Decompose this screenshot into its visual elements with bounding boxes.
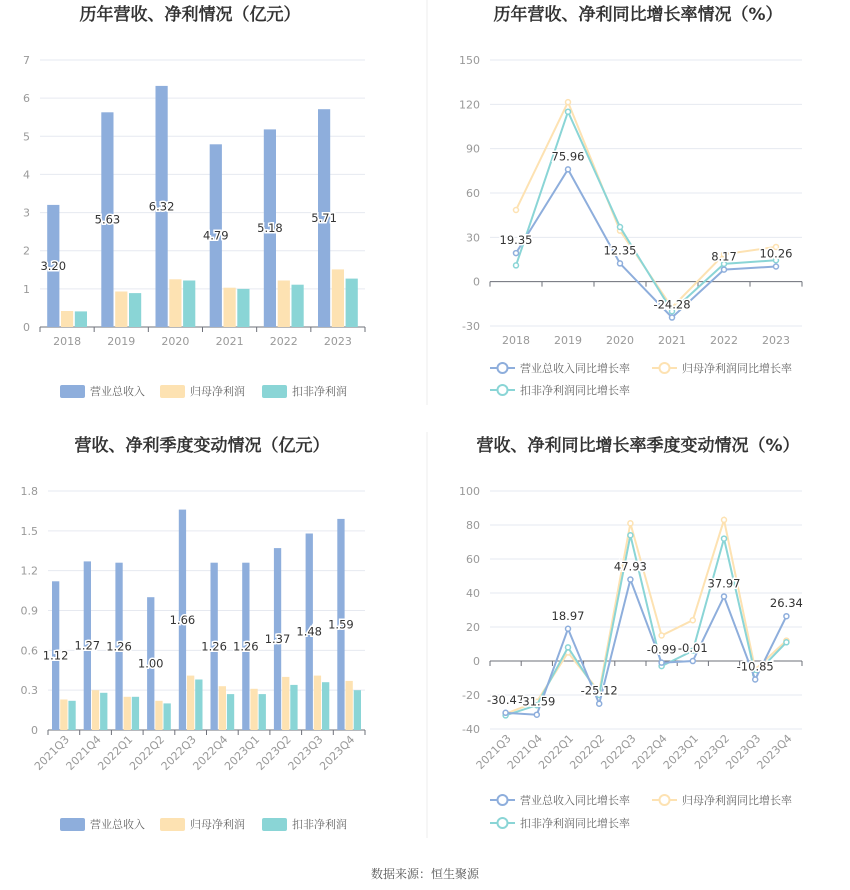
bar bbox=[187, 676, 194, 730]
data-point bbox=[659, 660, 664, 665]
y-tick-label: 60 bbox=[466, 187, 480, 200]
bar bbox=[314, 676, 321, 730]
x-tick-label: 2021Q4 bbox=[63, 732, 104, 773]
bar-value-label: 3.20 bbox=[40, 258, 67, 273]
x-tick-label: 2022Q1 bbox=[536, 731, 577, 772]
y-tick-label: 0 bbox=[473, 655, 480, 668]
legend-item bbox=[262, 817, 347, 831]
y-tick-label: -30 bbox=[462, 320, 480, 333]
legend-label: 扣非净利润 bbox=[292, 385, 347, 398]
legend-label: 归母净利润 bbox=[190, 818, 245, 831]
y-tick-label: 0.6 bbox=[20, 644, 38, 658]
bar bbox=[132, 697, 139, 730]
bar bbox=[115, 292, 127, 328]
data-point bbox=[722, 594, 727, 599]
bar-value-label: 1.27 bbox=[74, 638, 101, 653]
data-source-note: 数据来源：恒生聚源 bbox=[370, 867, 480, 881]
point-value-label: -25.12 bbox=[580, 683, 618, 698]
point-value-label: 8.17 bbox=[711, 249, 737, 264]
legend-swatch-marker bbox=[660, 363, 670, 373]
legend-swatch-marker bbox=[498, 795, 508, 805]
y-tick-label: 100 bbox=[459, 485, 480, 498]
x-tick-label: 2023Q1 bbox=[222, 732, 263, 773]
bar bbox=[278, 281, 290, 328]
bar bbox=[68, 701, 75, 730]
bar-value-label: 1.48 bbox=[296, 624, 323, 639]
series-line bbox=[516, 169, 776, 317]
x-tick-label: 2020 bbox=[161, 335, 190, 348]
point-value-label: 18.97 bbox=[551, 608, 585, 623]
legend-label: 营业总收入 bbox=[90, 818, 145, 831]
data-point bbox=[722, 517, 727, 522]
y-tick-label: 3 bbox=[23, 206, 30, 220]
data-point bbox=[566, 645, 571, 650]
legend-item bbox=[60, 384, 145, 398]
y-tick-label: 30 bbox=[466, 231, 480, 245]
x-tick-label: 2023Q3 bbox=[285, 732, 326, 773]
bar bbox=[195, 680, 202, 731]
bar-value-label: 5.71 bbox=[311, 211, 337, 226]
bar-value-label: 4.79 bbox=[202, 228, 229, 243]
data-point bbox=[566, 109, 571, 114]
legend-item bbox=[490, 361, 630, 375]
point-value-label: -0.01 bbox=[677, 641, 708, 656]
y-tick-label: 0.9 bbox=[20, 604, 38, 618]
x-tick-label: 2022Q2 bbox=[127, 732, 168, 773]
x-tick-label: 2022Q2 bbox=[567, 731, 608, 772]
data-point bbox=[628, 533, 633, 538]
data-point bbox=[514, 251, 519, 256]
chart-title: 历年营收、净利情况（亿元） bbox=[79, 5, 301, 25]
data-point bbox=[784, 640, 789, 645]
bar bbox=[292, 285, 304, 327]
point-value-label: 19.35 bbox=[499, 233, 533, 248]
x-tick-label: 2022 bbox=[710, 334, 738, 347]
y-tick-label: 90 bbox=[466, 142, 480, 156]
bar bbox=[100, 693, 107, 730]
data-point bbox=[753, 677, 758, 682]
x-tick-label: 2023Q4 bbox=[317, 732, 358, 773]
y-tick-label: 5 bbox=[23, 130, 30, 144]
legend-item bbox=[490, 383, 630, 397]
legend-item bbox=[490, 816, 630, 830]
bar bbox=[227, 694, 234, 730]
legend-label: 扣非净利润同比增长率 bbox=[520, 817, 630, 830]
data-point bbox=[566, 100, 571, 105]
data-point bbox=[514, 263, 519, 268]
data-point bbox=[690, 659, 695, 664]
y-tick-label: 7 bbox=[23, 54, 30, 67]
x-tick-label: 2023Q2 bbox=[253, 732, 294, 773]
data-point bbox=[774, 264, 779, 269]
x-tick-label: 2019 bbox=[554, 334, 582, 347]
data-point bbox=[670, 315, 675, 320]
bar-value-label: 1.12 bbox=[42, 648, 69, 663]
quarterly-revenue-profit-chart bbox=[21, 435, 366, 831]
y-tick-label: 150 bbox=[459, 54, 480, 67]
point-value-label: -0.99 bbox=[646, 642, 677, 657]
annual-revenue-profit-chart bbox=[23, 4, 365, 398]
y-tick-label: 1.5 bbox=[20, 524, 38, 538]
y-tick-label: 1 bbox=[23, 282, 30, 296]
x-tick-label: 2018 bbox=[502, 334, 530, 347]
y-tick-label: 20 bbox=[466, 621, 480, 634]
x-tick-label: 2023Q3 bbox=[723, 731, 764, 772]
legend-label: 营业总收入 bbox=[90, 385, 145, 398]
chart-title: 营收、净利季度变动情况（亿元） bbox=[74, 436, 330, 456]
bar bbox=[354, 690, 361, 730]
y-tick-label: 120 bbox=[459, 98, 480, 112]
data-point bbox=[503, 710, 508, 715]
point-value-label: -30.47 bbox=[487, 692, 525, 707]
legend-swatch-marker bbox=[498, 363, 508, 373]
bar bbox=[332, 269, 344, 327]
data-point bbox=[784, 614, 789, 619]
x-tick-label: 2019 bbox=[107, 335, 136, 348]
legend-label: 归母净利润同比增长率 bbox=[682, 794, 792, 807]
bar bbox=[219, 686, 226, 730]
bar-value-label: 1.26 bbox=[233, 639, 259, 654]
point-value-label: 75.96 bbox=[551, 149, 585, 164]
x-tick-label: 2023 bbox=[762, 334, 790, 347]
chart-title: 历年营收、净利同比增长率情况（%） bbox=[493, 5, 783, 25]
x-tick-label: 2023Q2 bbox=[692, 731, 733, 772]
x-tick-label: 2021Q4 bbox=[504, 731, 545, 772]
bar bbox=[250, 689, 257, 730]
data-point bbox=[566, 626, 571, 631]
y-tick-label: -40 bbox=[462, 723, 480, 736]
data-point bbox=[566, 167, 571, 172]
bar bbox=[282, 677, 289, 730]
y-tick-label: 0.3 bbox=[20, 684, 38, 698]
y-tick-label: 1.8 bbox=[20, 485, 38, 498]
legend-item bbox=[652, 793, 792, 807]
data-point bbox=[628, 521, 633, 526]
data-point bbox=[722, 267, 727, 272]
bar bbox=[237, 289, 249, 327]
x-tick-label: 2021 bbox=[215, 335, 244, 348]
point-value-label: 47.93 bbox=[613, 559, 647, 574]
legend-item bbox=[160, 817, 245, 831]
data-point bbox=[514, 207, 519, 212]
point-value-label: 37.97 bbox=[707, 576, 741, 591]
y-tick-label: 60 bbox=[466, 553, 480, 566]
legend-item bbox=[652, 361, 792, 375]
y-tick-label: 1.2 bbox=[20, 564, 38, 578]
legend-swatch-marker bbox=[660, 795, 670, 805]
x-tick-label: 2021Q3 bbox=[31, 732, 72, 773]
data-point bbox=[690, 618, 695, 623]
y-tick-label: 0 bbox=[473, 275, 480, 289]
bar-value-label: 1.26 bbox=[201, 639, 227, 654]
bar bbox=[322, 682, 329, 730]
y-tick-label: 0 bbox=[23, 321, 30, 334]
legend-label: 归母净利润 bbox=[190, 385, 245, 398]
legend-swatch bbox=[262, 818, 287, 831]
bar-value-label: 6.32 bbox=[148, 199, 175, 214]
data-point bbox=[618, 261, 623, 266]
y-tick-label: 80 bbox=[466, 519, 480, 532]
quarterly-growth-rate-chart bbox=[459, 435, 803, 830]
bar-value-label: 1.66 bbox=[169, 612, 196, 627]
x-tick-label: 2022Q3 bbox=[598, 731, 639, 772]
x-tick-label: 2022Q3 bbox=[158, 732, 199, 773]
x-tick-label: 2023Q4 bbox=[754, 731, 795, 772]
legend-swatch bbox=[262, 385, 287, 398]
x-tick-label: 2022Q4 bbox=[629, 731, 670, 772]
x-tick-label: 2022Q4 bbox=[190, 732, 231, 773]
legend-swatch bbox=[60, 818, 85, 831]
legend-item bbox=[262, 384, 347, 398]
legend-label: 归母净利润同比增长率 bbox=[682, 362, 792, 375]
y-tick-label: 6 bbox=[23, 92, 30, 106]
y-tick-label: 0 bbox=[31, 724, 38, 737]
bar bbox=[155, 701, 162, 730]
x-tick-label: 2022Q1 bbox=[95, 732, 136, 773]
bar bbox=[61, 311, 73, 327]
bar-value-label: 5.63 bbox=[94, 212, 121, 227]
legend-item bbox=[60, 817, 145, 831]
point-value-label: -31.59 bbox=[518, 694, 556, 709]
series-line bbox=[516, 102, 776, 307]
bar bbox=[346, 279, 358, 327]
y-tick-label: -20 bbox=[462, 689, 480, 702]
y-tick-label: 2 bbox=[23, 244, 30, 258]
bar bbox=[164, 703, 171, 730]
legend-swatch bbox=[160, 385, 185, 398]
legend-label: 扣非净利润 bbox=[292, 818, 347, 831]
bar bbox=[169, 279, 181, 327]
x-tick-label: 2022 bbox=[269, 335, 298, 348]
bar-value-label: 1.26 bbox=[106, 639, 132, 654]
bar bbox=[124, 697, 131, 730]
bar-value-label: 1.59 bbox=[328, 617, 354, 632]
data-point bbox=[618, 224, 623, 229]
legend-item bbox=[160, 384, 245, 398]
x-tick-label: 2021 bbox=[658, 334, 686, 347]
bar bbox=[92, 690, 99, 730]
bar bbox=[183, 281, 195, 328]
legend-label: 营业总收入同比增长率 bbox=[520, 362, 630, 375]
chart-title: 营收、净利同比增长率季度变动情况（%） bbox=[476, 436, 800, 456]
data-point bbox=[628, 577, 633, 582]
data-point bbox=[659, 633, 664, 638]
bar bbox=[259, 694, 266, 730]
x-tick-label: 2023 bbox=[323, 335, 352, 348]
point-value-label: -24.28 bbox=[653, 297, 691, 312]
annual-growth-rate-chart bbox=[459, 4, 802, 397]
bar bbox=[346, 681, 353, 730]
bar bbox=[129, 293, 141, 327]
legend-label: 营业总收入同比增长率 bbox=[520, 794, 630, 807]
x-tick-label: 2023Q1 bbox=[660, 731, 701, 772]
x-tick-label: 2020 bbox=[606, 334, 634, 347]
legend-swatch-marker bbox=[498, 385, 508, 395]
point-value-label: 10.26 bbox=[759, 246, 793, 261]
data-point bbox=[597, 701, 602, 706]
bar-value-label: 1.37 bbox=[264, 632, 291, 647]
legend-item bbox=[490, 793, 630, 807]
data-point bbox=[534, 712, 539, 717]
bar bbox=[75, 311, 87, 327]
bar bbox=[224, 288, 236, 327]
bar bbox=[290, 685, 297, 730]
y-tick-label: 40 bbox=[466, 587, 480, 600]
point-value-label: 12.35 bbox=[603, 243, 637, 258]
point-value-label: -10.85 bbox=[736, 659, 774, 674]
legend-label: 扣非净利润同比增长率 bbox=[520, 384, 630, 397]
y-tick-label: 4 bbox=[23, 168, 30, 182]
point-value-label: 26.34 bbox=[769, 596, 803, 611]
legend-swatch-marker bbox=[498, 818, 508, 828]
legend-swatch bbox=[60, 385, 85, 398]
data-point bbox=[722, 536, 727, 541]
x-tick-label: 2021Q3 bbox=[473, 731, 514, 772]
x-tick-label: 2018 bbox=[53, 335, 82, 348]
bar bbox=[60, 700, 67, 731]
bar-value-label: 5.18 bbox=[257, 221, 283, 236]
bar-value-label: 1.00 bbox=[137, 656, 164, 671]
legend-swatch bbox=[160, 818, 185, 831]
